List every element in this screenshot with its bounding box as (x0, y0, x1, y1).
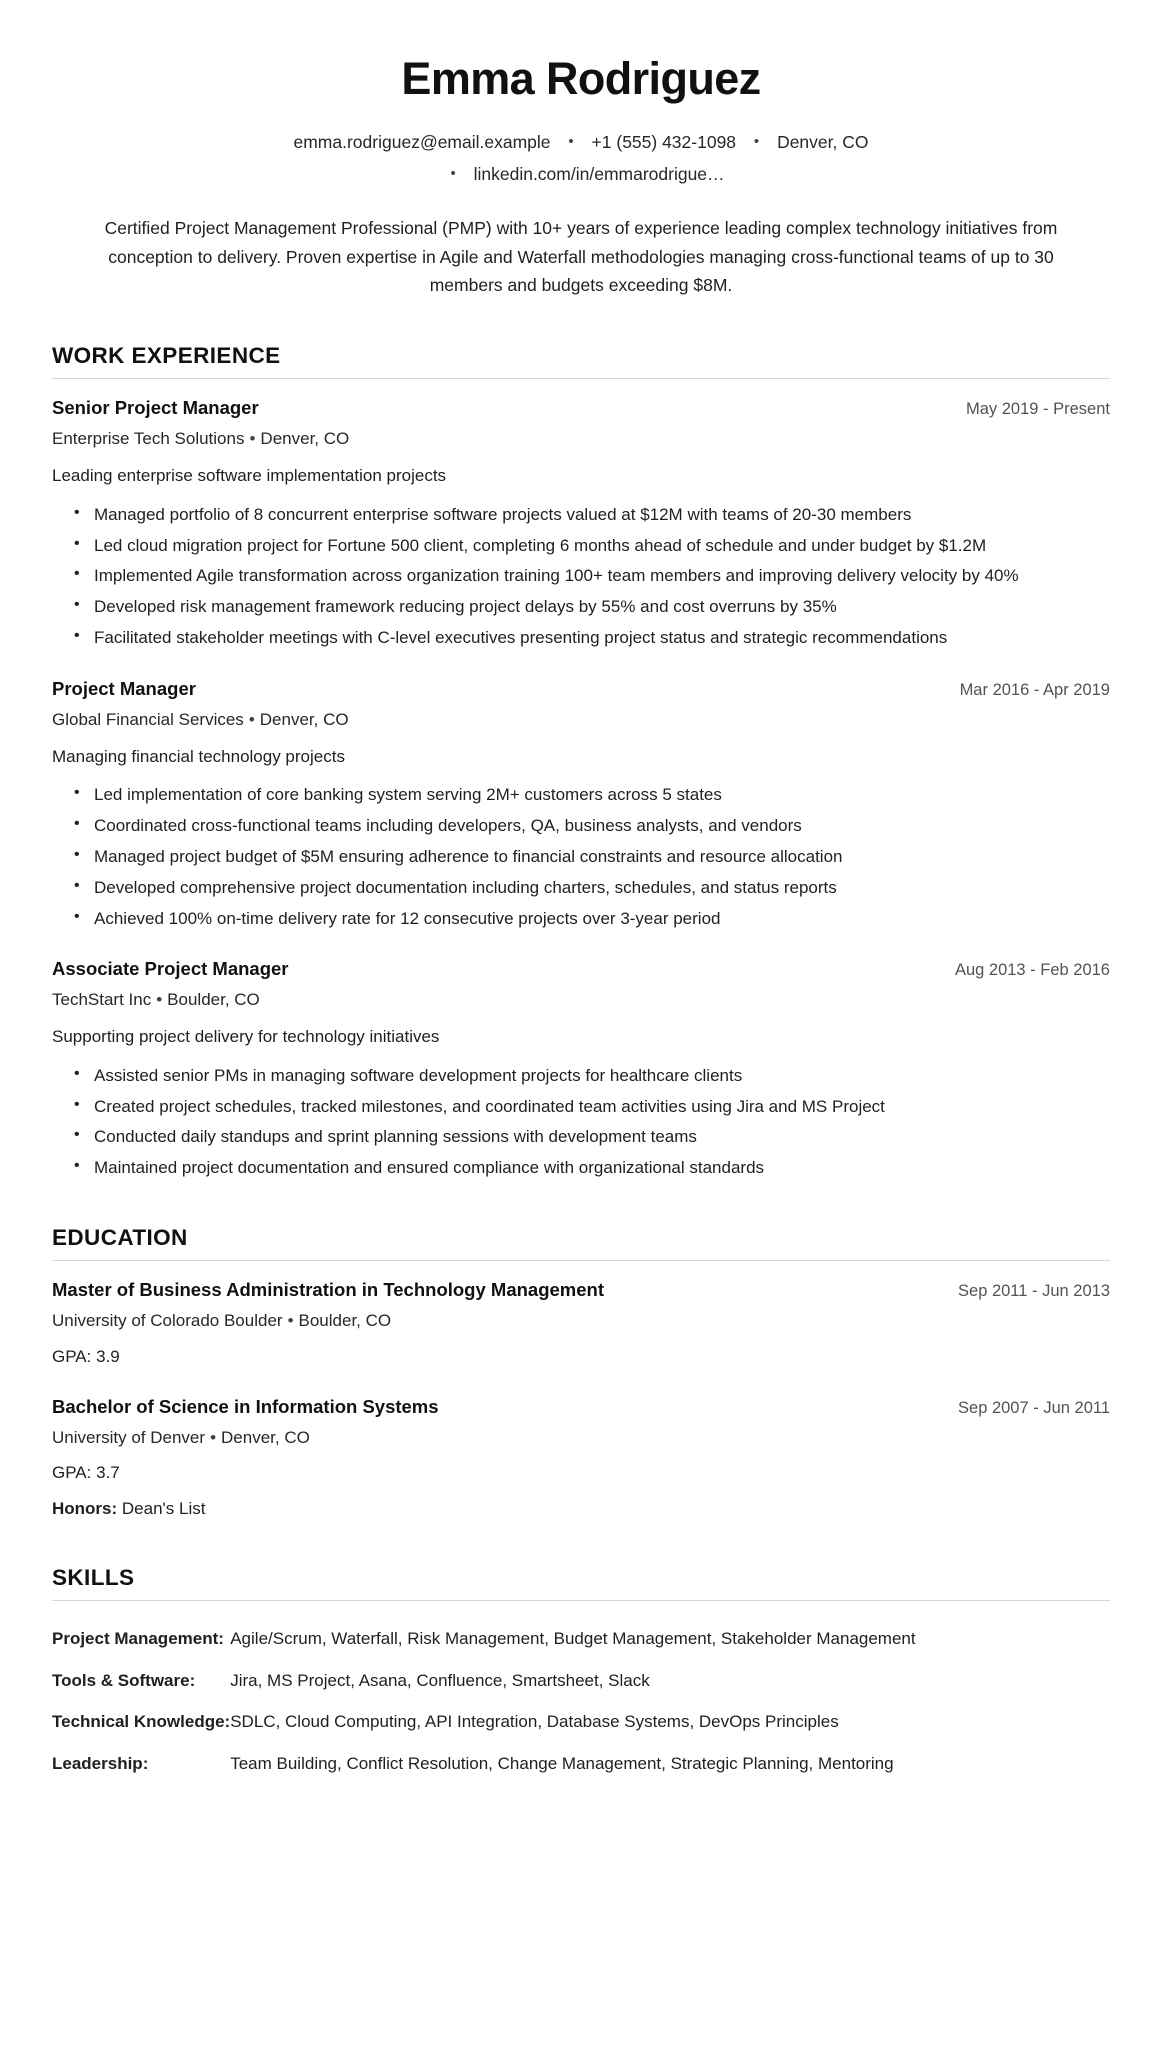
job-bullet: • Managed portfolio of 8 concurrent enterprise software projects valued at $12M with teams of 20-30 members (74, 502, 1110, 528)
work-entry (52, 957, 1110, 1181)
skills-row (52, 1618, 1110, 1660)
contact-line-primary (201, 126, 961, 158)
degree-dates: Sep 2007 - Jun 2011 (958, 1398, 1110, 1417)
job-title: Associate Project Manager (52, 958, 289, 980)
contact-email[interactable]: emma.rodriguez@email.example (293, 131, 551, 152)
job-dates: May 2019 - Present (966, 400, 1110, 419)
job-bullet: • Developed risk management framework reducing project delays by 55% and cost overruns by 35% (74, 594, 1110, 620)
skill-category: Technical Knowledge: (52, 1712, 231, 1732)
education-entry-header (52, 1395, 1110, 1420)
job-description: Managing financial technology projects (52, 746, 345, 766)
skills-table (52, 1618, 1110, 1784)
job-company: Global Financial Services (52, 709, 244, 729)
job-location: Boulder, CO (167, 990, 260, 1010)
honors-label: Honors: (52, 1499, 118, 1519)
section-skills (52, 1565, 1110, 1784)
skill-values: Jira, MS Project, Asana, Confluence, Smartsheet, Slack (230, 1670, 650, 1690)
school-name: University of Colorado Boulder (52, 1311, 283, 1331)
honors-line (52, 1497, 1110, 1521)
education-entry (52, 1395, 1110, 1521)
job-dates: Aug 2013 - Feb 2016 (954, 961, 1110, 980)
gpa-value: 3.7 (96, 1463, 120, 1483)
professional-summary: Certified Project Management Professional (PMP) with 10+ years of experience leading complex technology initiatives from conception to delivery. Proven expertise in Agile and Waterfall methodologies managing cross-functional teams of up to 30 members and budgets exceeding $8M. (104, 218, 1058, 295)
job-bullet: • Managed project budget of $5M ensuring adherence to financial constraints and resource allocation (74, 844, 1110, 870)
job-bullet: • Developed comprehensive project documentation including charters, schedules, and status reports (74, 875, 1110, 901)
section-title-work-experience: WORK EXPERIENCE (52, 343, 1110, 379)
section-title-education: EDUCATION (52, 1225, 1110, 1261)
candidate-name: Emma Rodriguez (401, 53, 761, 104)
job-bullet: • Conducted daily standups and sprint planning sessions with development teams (74, 1124, 1110, 1150)
section-work-experience (52, 343, 1110, 1181)
contact-location: Denver, CO (777, 131, 869, 152)
school-name: University of Denver (52, 1427, 206, 1447)
job-description: Leading enterprise software implementation projects (52, 466, 447, 486)
job-bullet: • Implemented Agile transformation across organization training 100+ team members and improving delivery velocity by 40% (74, 563, 1110, 589)
job-location: Denver, CO (259, 709, 349, 729)
job-bullet: • Maintained project documentation and ensured compliance with organizational standards (74, 1155, 1110, 1181)
skills-row (52, 1743, 1110, 1785)
gpa-label: GPA: (52, 1346, 92, 1366)
contact-separator-icon: • (568, 132, 574, 150)
contact-separator-icon: • (753, 132, 760, 150)
contact-line-secondary (201, 158, 961, 190)
contact-linkedin[interactable]: linkedin.com/in/emmarodrigue… (473, 163, 725, 184)
dot-separator-icon: • (287, 1311, 294, 1331)
degree-dates: Sep 2011 - Jun 2013 (958, 1282, 1110, 1301)
section-education (52, 1225, 1110, 1521)
job-company: Enterprise Tech Solutions (52, 429, 245, 449)
job-bullet: • Coordinated cross-functional teams including developers, QA, business analysts, and vendors (74, 813, 1110, 839)
job-title: Project Manager (52, 677, 196, 699)
work-entry-header (52, 957, 1110, 982)
gpa-line (52, 1461, 1110, 1485)
work-entry (52, 396, 1110, 651)
job-company-location (52, 988, 1110, 1012)
education-entry-header (52, 1278, 1110, 1303)
gpa-label: GPA: (52, 1463, 92, 1483)
dot-separator-icon: • (249, 429, 256, 449)
job-company-location (52, 708, 1110, 732)
work-entry (52, 677, 1110, 932)
degree-title: Master of Business Administration in Technology Management (52, 1279, 604, 1301)
dot-separator-icon: • (248, 709, 255, 729)
skills-row (52, 1660, 1110, 1702)
skills-row (52, 1701, 1110, 1743)
resume-header (52, 54, 1110, 299)
degree-title: Bachelor of Science in Information Systems (52, 1395, 439, 1417)
job-bullet: • Achieved 100% on-time delivery rate for 12 consecutive projects over 3-year period (74, 906, 1110, 932)
dot-separator-icon: • (210, 1427, 217, 1447)
gpa-line (52, 1345, 1110, 1369)
skill-category: Project Management: (52, 1629, 224, 1649)
skill-values: SDLC, Cloud Computing, API Integration, Database Systems, DevOps Principles (230, 1712, 839, 1732)
school-location-value: Boulder, CO (298, 1311, 392, 1331)
job-dates: Mar 2016 - Apr 2019 (959, 680, 1110, 699)
job-company: TechStart Inc (52, 990, 152, 1010)
dot-separator-icon: • (156, 990, 163, 1010)
education-entry (52, 1278, 1110, 1369)
job-location: Denver, CO (260, 429, 350, 449)
job-bullets (52, 782, 1110, 931)
skill-category: Leadership: (52, 1753, 149, 1773)
gpa-value: 3.9 (96, 1346, 120, 1366)
job-bullet: • Led implementation of core banking system serving 2M+ customers across 5 states (74, 782, 1110, 808)
job-bullets (52, 1063, 1110, 1181)
skill-category: Tools & Software: (52, 1670, 196, 1690)
skill-values: Team Building, Conflict Resolution, Change Management, Strategic Planning, Mentoring (230, 1753, 894, 1773)
school-location (52, 1309, 1110, 1333)
contact-separator-icon: • (450, 164, 456, 182)
job-bullet: • Created project schedules, tracked milestones, and coordinated team activities using Jira and MS Project (74, 1094, 1110, 1120)
job-title: Senior Project Manager (52, 397, 259, 419)
job-bullets (52, 502, 1110, 651)
school-location-value: Denver, CO (221, 1427, 310, 1447)
section-title-skills: SKILLS (52, 1565, 1110, 1601)
work-entry-header (52, 677, 1110, 702)
job-bullet: • Led cloud migration project for Fortune 500 client, completing 6 months ahead of schedule and under budget by $1.2M (74, 533, 1110, 559)
contact-phone[interactable]: +1 (555) 432-1098 (591, 131, 737, 152)
job-company-location (52, 427, 1110, 451)
skill-values: Agile/Scrum, Waterfall, Risk Management, Budget Management, Stakeholder Management (230, 1629, 916, 1649)
job-bullet: • Assisted senior PMs in managing software development projects for healthcare clients (74, 1063, 1110, 1089)
job-description: Supporting project delivery for technology initiatives (52, 1027, 440, 1047)
work-entry-header (52, 396, 1110, 421)
school-location (52, 1426, 1110, 1450)
honors-value: Dean's List (121, 1499, 206, 1519)
job-bullet: • Facilitated stakeholder meetings with C-level executives presenting project status and strategic recommendations (74, 625, 1110, 651)
